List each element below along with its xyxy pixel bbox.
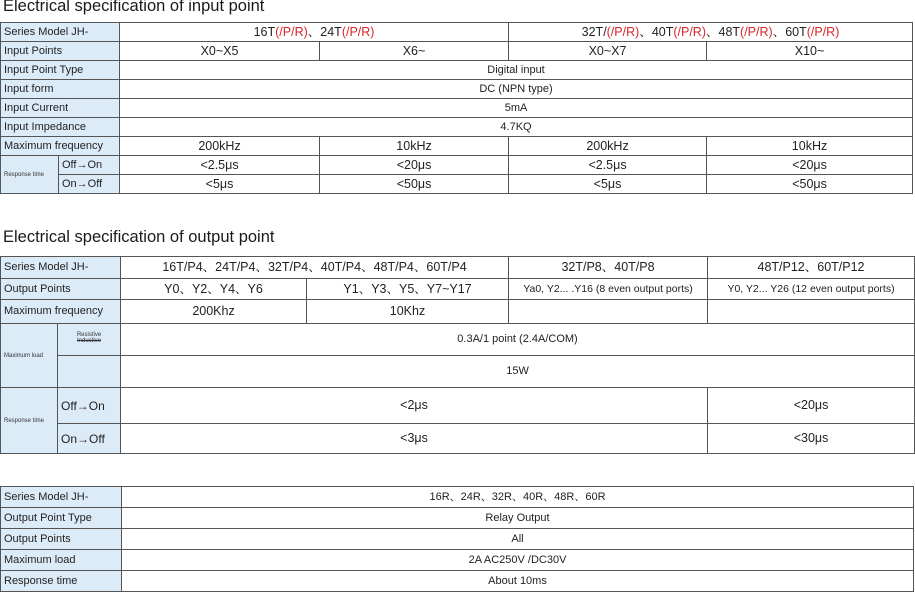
input-row-current [1, 99, 913, 118]
input-points-label: Input Points [1, 42, 120, 61]
input-row-points [1, 42, 913, 61]
input-points-cell: X0~X7 [509, 42, 707, 61]
resistive-value: 0.3A/1 point (2.4A/COM) [121, 324, 915, 356]
response-time-label: Response time [1, 156, 59, 194]
max-load-value: 2A AC250V /DC30V [122, 550, 914, 571]
input-series-a: 16T(/P/R)、24T(/P/R) [120, 23, 509, 42]
input-impedance-value: 4.7KQ [120, 118, 913, 137]
max-frequency-label: Maximum frequency [1, 300, 121, 324]
max-frequency-label: Maximum frequency [1, 137, 120, 156]
off-on-label: Off→On [59, 156, 120, 175]
output-row-on-off [1, 424, 915, 454]
inductive-label: Inductive [77, 338, 102, 344]
output-row-off-on [1, 388, 915, 424]
output-spec-table [0, 256, 915, 454]
output-series-cell: 32T/P8、40T/P8 [509, 257, 708, 279]
inductive-value: 15W [121, 356, 915, 388]
output-points-value: All [122, 529, 914, 550]
max-frequency-cell: 10kHz [320, 137, 509, 156]
response-time-label: Response time [1, 388, 58, 454]
response-time-value: About 10ms [122, 571, 914, 592]
output-type-value: Relay Output [122, 508, 914, 529]
max-load-label: Maximum load [1, 550, 122, 571]
response-time-label: Response time [1, 571, 122, 592]
input-form-value: DC (NPN type) [120, 80, 913, 99]
relay-row-series [1, 487, 914, 508]
output-points-cell: Y1、Y3、Y5、Y7~Y17 [307, 279, 509, 300]
relay-series-value: 16R、24R、32R、40R、48R、60R [122, 487, 914, 508]
output-row-max-frequency [1, 300, 915, 324]
input-impedance-label: Input Impedance [1, 118, 120, 137]
on-off-cell: <3μs [121, 424, 708, 454]
off-on-cell: <2.5μs [120, 156, 320, 175]
output-series-cell: 16T/P4、24T/P4、32T/P4、40T/P4、48T/P4、60T/P4 [121, 257, 509, 279]
output-points-label: Output Points [1, 529, 122, 550]
output-section-title: Electrical specification of output point [3, 228, 275, 246]
off-on-cell: <2μs [121, 388, 708, 424]
on-off-cell: <50μs [707, 175, 913, 194]
max-frequency-cell: 200kHz [120, 137, 320, 156]
output-points-cell: Y0、Y2、Y4、Y6 [121, 279, 307, 300]
off-on-cell: <2.5μs [509, 156, 707, 175]
input-spec-table [0, 22, 913, 194]
output-type-label: Output Point Type [1, 508, 122, 529]
input-points-cell: X10~ [707, 42, 913, 61]
input-row-type [1, 61, 913, 80]
on-off-cell: <5μs [120, 175, 320, 194]
output-row-series [1, 257, 915, 279]
input-row-form [1, 80, 913, 99]
on-off-label: On→Off [58, 424, 121, 454]
max-frequency-cell-empty [708, 300, 915, 324]
on-off-cell: <30μs [708, 424, 915, 454]
input-points-cell: X6~ [320, 42, 509, 61]
off-on-cell: <20μs [708, 388, 915, 424]
input-series-b: 32T/(/P/R)、40T(/P/R)、48T(/P/R)、60T(/P/R) [509, 23, 913, 42]
output-points-cell: Y0, Y2... Y26 (12 even output ports) [708, 279, 915, 300]
inductive-label-cell [58, 356, 121, 388]
output-row-resistive [1, 324, 915, 356]
off-on-cell: <20μs [707, 156, 913, 175]
max-frequency-cell: 200kHz [509, 137, 707, 156]
input-row-on-off [1, 175, 913, 194]
input-row-off-on [1, 156, 913, 175]
input-row-max-frequency [1, 137, 913, 156]
input-form-label: Input form [1, 80, 120, 99]
max-frequency-cell-empty [509, 300, 708, 324]
series-model-label: Series Model JH- [1, 487, 122, 508]
series-model-label: Series Model JH- [1, 23, 120, 42]
relay-row-output-type [1, 508, 914, 529]
max-frequency-cell: 200Khz [121, 300, 307, 324]
input-type-value: Digital input [120, 61, 913, 80]
input-row-series [1, 23, 913, 42]
input-current-value: 5mA [120, 99, 913, 118]
resistive-label: Resistive [76, 332, 102, 338]
input-section-title: Electrical specification of input point [3, 0, 265, 15]
off-on-label: Off→On [58, 388, 121, 424]
off-on-cell: <20μs [320, 156, 509, 175]
input-points-cell: X0~X5 [120, 42, 320, 61]
relay-row-response [1, 571, 914, 592]
output-row-points [1, 279, 915, 300]
output-series-cell: 48T/P12、60T/P12 [708, 257, 915, 279]
relay-row-max-load [1, 550, 914, 571]
resistive-inductive-label [58, 324, 121, 356]
relay-spec-table [0, 486, 914, 592]
input-current-label: Input Current [1, 99, 120, 118]
input-type-label: Input Point Type [1, 61, 120, 80]
output-points-cell: Ya0, Y2... .Y16 (8 even output ports) [509, 279, 708, 300]
series-model-label: Series Model JH- [1, 257, 121, 279]
max-frequency-cell: 10Khz [307, 300, 509, 324]
on-off-cell: <5μs [509, 175, 707, 194]
max-frequency-cell: 10kHz [707, 137, 913, 156]
max-load-label: Maximum load [1, 324, 58, 388]
relay-row-output-points [1, 529, 914, 550]
output-points-label: Output Points [1, 279, 121, 300]
input-row-impedance [1, 118, 913, 137]
output-row-inductive [1, 356, 915, 388]
on-off-cell: <50μs [320, 175, 509, 194]
on-off-label: On→Off [59, 175, 120, 194]
